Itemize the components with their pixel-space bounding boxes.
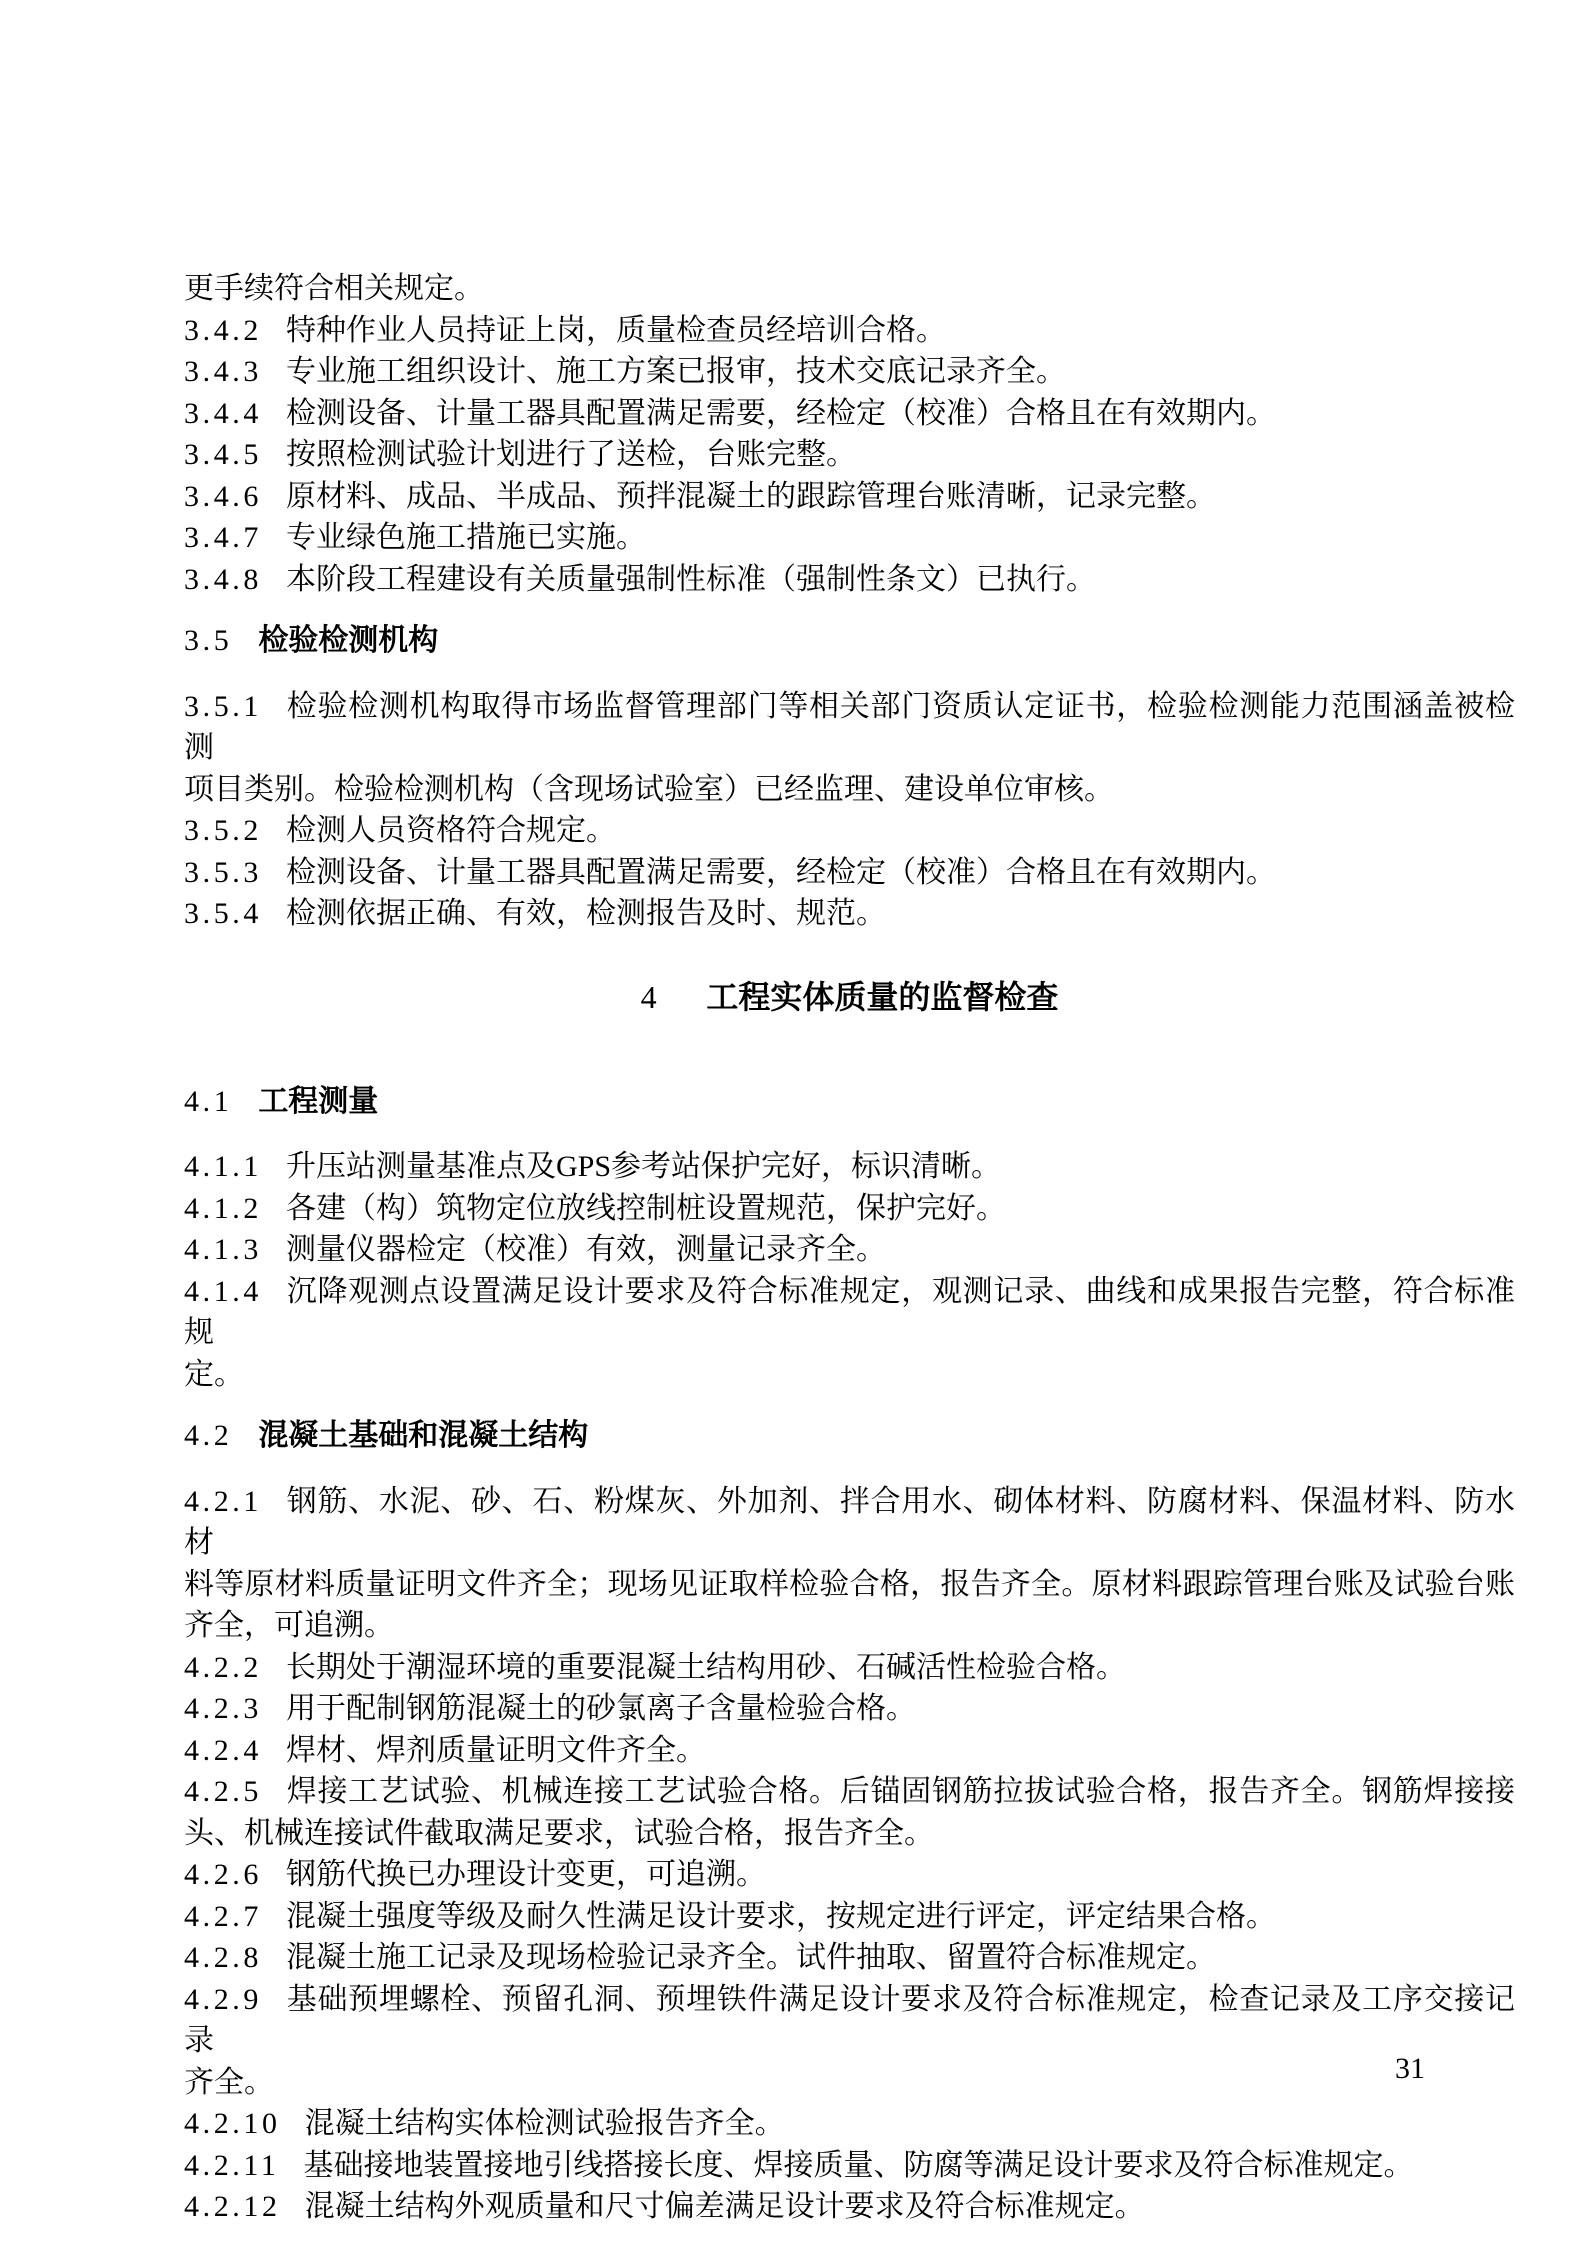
clause-3-4-6 — [184, 476, 1515, 518]
clause-3-4-4 — [184, 393, 1515, 435]
clause-text: 特种作业人员持证上岗，质量检查员经培训合格。 — [286, 313, 946, 347]
clause-num: 4.2.9 — [184, 1982, 262, 2016]
clause-line: 齐全，可追溯。 — [184, 1609, 394, 1642]
clause-text: 焊接工艺试验、机械连接工艺试验合格。后锚固钢筋拉拔试验合格，报告齐全。钢筋焊接接 — [286, 1775, 1515, 1808]
clause-line: 项目类别。检验检测机构（含现场试验室）已经监理、建设单位审核。 — [184, 772, 1114, 806]
clause-num: 4.2.5 — [184, 1775, 262, 1808]
clause-num: 4.2.10 — [184, 2107, 281, 2140]
clause-num: 4.1.1 — [184, 1150, 262, 1183]
clause-num: 3.4.5 — [184, 438, 262, 471]
paragraph-continuation — [184, 268, 1515, 310]
clause-text: 各建（构）筑物定位放线控制桩设置规范，保护完好。 — [286, 1191, 1006, 1225]
section-heading-4-1 — [184, 1081, 1515, 1123]
clause-num: 4.2.3 — [184, 1692, 262, 1725]
clause-num: 3.4.2 — [184, 313, 262, 347]
chapter-heading-4 — [184, 972, 1515, 1022]
clause-line: 料等原材料质量证明文件齐全；现场见证取样检验合格，报告齐全。原材料跟踪管理台账及试验台账 — [184, 1567, 1515, 1601]
clause-line — [184, 686, 1515, 769]
section-title: 混凝土基础和混凝土结构 — [258, 1419, 589, 1452]
clause-num: 4.2.8 — [184, 1941, 262, 1974]
clause-num: 4.1.2 — [184, 1191, 262, 1225]
clause-4-2-2 — [184, 1647, 1515, 1689]
clause-text: 检验检测机构取得市场监督管理部门等相关部门资质认定证书，检验检测能力范围涵盖被检测 — [184, 689, 1515, 764]
clause-num: 3.4.4 — [184, 396, 262, 430]
page-body-text — [184, 268, 1515, 2228]
clause-4-1-2 — [184, 1188, 1515, 1230]
clause-3-4-7 — [184, 517, 1515, 559]
clause-4-2-4 — [184, 1730, 1515, 1772]
section-title: 检验检测机构 — [258, 624, 439, 657]
clause-4-1-4 — [184, 1271, 1515, 1396]
clause-num: 4.1.3 — [184, 1233, 262, 1266]
clause-3-4-5 — [184, 434, 1515, 476]
clause-num: 3.5.2 — [184, 814, 262, 847]
clause-text: 基础预埋螺栓、预留孔洞、预埋铁件满足设计要求及符合标准规定，检查记录及工序交接记录 — [184, 1982, 1515, 2057]
clause-text: 焊材、焊剂质量证明文件齐全。 — [286, 1733, 706, 1767]
clause-text: 检测设备、计量工器具配置满足需要，经检定（校准）合格且在有效期内。 — [286, 855, 1276, 889]
clause-num: 4.2.11 — [184, 2148, 280, 2182]
clause-3-4-3 — [184, 351, 1515, 393]
clause-num: 3.4.6 — [184, 479, 262, 513]
page-number: 31 — [1395, 2052, 1425, 2085]
clause-text: 本阶段工程建设有关质量强制性标准（强制性条文）已执行。 — [286, 562, 1096, 596]
clause-text: 混凝土结构外观质量和尺寸偏差满足设计要求及符合标准规定。 — [304, 2190, 1145, 2223]
section-num: 3.5 — [184, 624, 233, 657]
clause-line: 头、机械连接试件截取满足要求，试验合格，报告齐全。 — [184, 1816, 934, 1850]
clause-3-4-8 — [184, 559, 1515, 601]
clause-num: 3.4.3 — [184, 355, 262, 388]
clause-4-1-3 — [184, 1229, 1515, 1271]
section-title: 工程测量 — [258, 1084, 379, 1118]
clause-3-4-2 — [184, 310, 1515, 352]
clause-num: 4.2.2 — [184, 1650, 262, 1684]
clause-text: 混凝土施工记录及现场检验记录齐全。试件抽取、留置符合标准规定。 — [286, 1941, 1216, 1974]
clause-num: 4.2.12 — [184, 2190, 281, 2223]
clause-text: 专业绿色施工措施已实施。 — [286, 521, 646, 554]
section-heading-3-5 — [184, 620, 1515, 662]
section-heading-4-2 — [184, 1415, 1515, 1457]
clause-text: 专业施工组织设计、施工方案已报审，技术交底记录齐全。 — [286, 355, 1066, 388]
clause-line — [184, 1271, 1515, 1354]
clause-num: 3.5.4 — [184, 897, 262, 930]
clause-3-5-1 — [184, 686, 1515, 811]
clause-3-5-3 — [184, 852, 1515, 894]
clause-num: 3.5.3 — [184, 855, 262, 889]
clause-3-5-4 — [184, 893, 1515, 935]
clause-text: 原材料、成品、半成品、预拌混凝土的跟踪管理台账清晰，记录完整。 — [286, 479, 1216, 513]
clause-num: 4.1.4 — [184, 1274, 262, 1308]
clause-4-2-7 — [184, 1896, 1515, 1938]
clause-line — [184, 1979, 1515, 2062]
clause-text: 升压站测量基准点及GPS参考站保护完好，标识清晰。 — [286, 1150, 1002, 1183]
clause-text: 钢筋代换已办理设计变更，可追溯。 — [286, 1858, 766, 1891]
clause-text: 更手续符合相关规定。 — [184, 272, 484, 305]
clause-4-2-12 — [184, 2186, 1515, 2228]
clause-num: 4.2.7 — [184, 1899, 262, 1933]
clause-text: 基础接地装置接地引线搭接长度、焊接质量、防腐等满足设计要求及符合标准规定。 — [303, 2148, 1414, 2182]
clause-4-2-9 — [184, 1979, 1515, 2104]
clause-4-1-1 — [184, 1146, 1515, 1188]
clause-4-2-6 — [184, 1854, 1515, 1896]
clause-line — [184, 1481, 1515, 1564]
clause-text: 混凝土强度等级及耐久性满足设计要求，按规定进行评定，评定结果合格。 — [286, 1899, 1276, 1933]
clause-4-2-8 — [184, 1937, 1515, 1979]
clause-text: 按照检测试验计划进行了送检，台账完整。 — [286, 438, 856, 471]
chapter-title: 工程实体质量的监督检查 — [706, 978, 1059, 1015]
clause-line: 定。 — [184, 1357, 244, 1391]
clause-4-2-3 — [184, 1688, 1515, 1730]
clause-4-2-1 — [184, 1481, 1515, 1647]
clause-line: 齐全。 — [184, 2065, 274, 2099]
clause-text: 检测依据正确、有效，检测报告及时、规范。 — [286, 897, 886, 930]
chapter-num: 4 — [640, 978, 661, 1015]
clause-num: 4.2.4 — [184, 1733, 262, 1767]
clause-text: 钢筋、水泥、砂、石、粉煤灰、外加剂、拌合用水、砌体材料、防腐材料、保温材料、防水材 — [184, 1484, 1515, 1559]
clause-4-2-10 — [184, 2103, 1515, 2145]
clause-text: 用于配制钢筋混凝土的砂氯离子含量检验合格。 — [286, 1692, 916, 1725]
section-num: 4.2 — [184, 1419, 233, 1452]
clause-text: 混凝土结构实体检测试验报告齐全。 — [304, 2107, 785, 2140]
clause-line — [184, 1771, 1515, 1813]
clause-num: 4.2.6 — [184, 1858, 262, 1891]
clause-text: 沉降观测点设置满足设计要求及符合标准规定，观测记录、曲线和成果报告完整，符合标准规 — [184, 1274, 1515, 1349]
clause-num: 3.4.7 — [184, 521, 262, 554]
section-num: 4.1 — [184, 1084, 233, 1118]
clause-num: 3.5.1 — [184, 689, 262, 723]
clause-text: 检测人员资格符合规定。 — [286, 814, 616, 847]
clause-text: 检测设备、计量工器具配置满足需要，经检定（校准）合格且在有效期内。 — [286, 396, 1276, 430]
clause-4-2-11 — [184, 2145, 1515, 2187]
clause-text: 长期处于潮湿环境的重要混凝土结构用砂、石碱活性检验合格。 — [286, 1650, 1126, 1684]
clause-text: 测量仪器检定（校准）有效，测量记录齐全。 — [286, 1233, 886, 1266]
clause-num: 3.4.8 — [184, 562, 262, 596]
clause-num: 4.2.1 — [184, 1484, 262, 1518]
clause-3-5-2 — [184, 810, 1515, 852]
clause-4-2-5 — [184, 1771, 1515, 1854]
